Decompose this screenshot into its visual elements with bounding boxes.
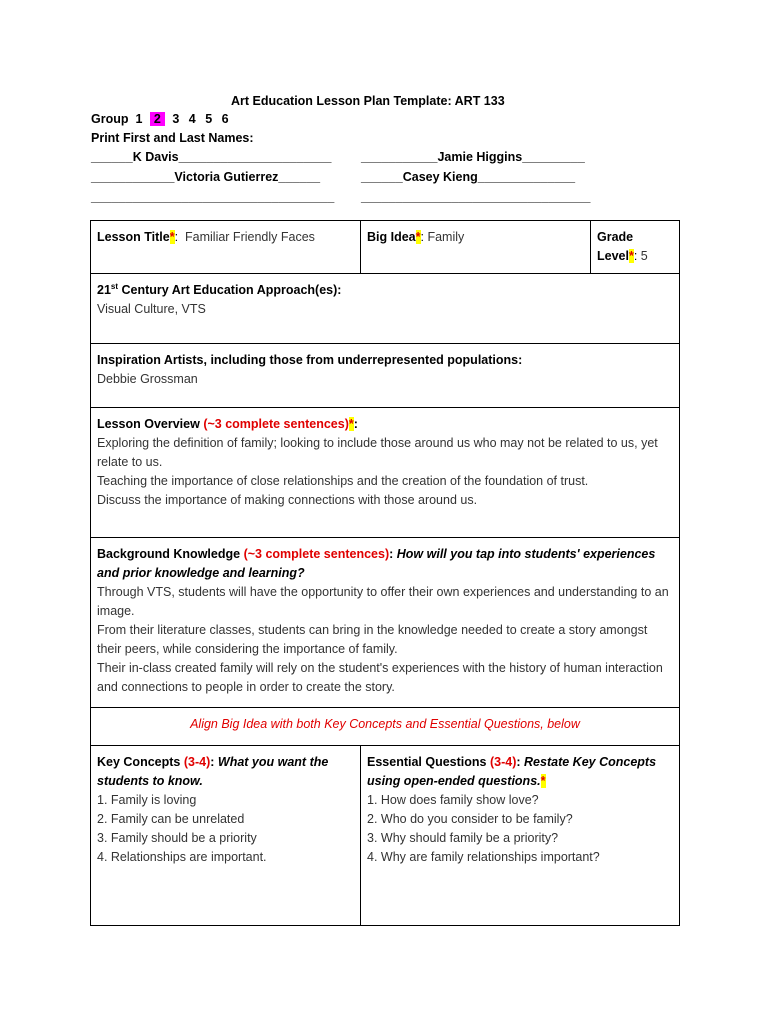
name-line-1: ______K Davis______________________ (91, 150, 332, 164)
overview-cell: Lesson Overview (~3 complete sentences)*: Exploring the definition of family; looking to include those around us who may not be related to us, yet relate to us. Teaching the importance of close relationships and the creation of the foundation of trust. Discuss the importance of making connections with those around us. (91, 408, 680, 538)
name-line-4: ______Casey Kieng______________ (361, 170, 576, 184)
overview-line-3: Discuss the importance of making connections with those around us. (97, 493, 478, 507)
background-line-3: Their in-class created family will rely on the student's experiences with the history of human interaction and connections to people in order to create the story. (97, 661, 663, 694)
key-concept-3: 3. Family should be a priority (97, 831, 257, 845)
approach-label: 21st Century Art Education Approach(es): (97, 281, 342, 297)
inspiration-cell (91, 344, 680, 408)
name-line-6: _________________________________ (361, 190, 591, 204)
group-selector (91, 112, 235, 126)
align-row (91, 708, 680, 746)
group-option-4: 4 (188, 112, 196, 126)
inspiration-value: Debbie Grossman (97, 372, 198, 386)
background-line-2: From their literature classes, students can bring in the knowledge needed to create a story amongst their peers, while considering the importance of family. (97, 623, 648, 656)
lesson-plan-table (90, 220, 680, 926)
overview-line-2: Teaching the importance of close relationships and the creation of the foundation of trust. (97, 474, 589, 488)
background-line-1: Through VTS, students will have the opportunity to offer their own experiences and understanding to an image. (97, 585, 669, 618)
lesson-title-cell: Lesson Title*: Familiar Friendly Faces (91, 221, 361, 274)
grade-level-cell: Grade Level*: 5 (591, 221, 680, 274)
essential-question-2: 2. Who do you consider to be family? (367, 812, 573, 826)
essential-questions-cell: Essential Questions (3-4): Restate Key Concepts using open-ended questions.* 1. How does family show love? 2. Who do you consider to be family? 3. Why should family be a priority? 4. Why are family relationships important? (361, 746, 680, 926)
essential-question-4: 4. Why are family relationships important? (367, 850, 600, 864)
overview-line-1: Exploring the definition of family; looking to include those around us who may not be related to us, yet relate to us. (97, 436, 658, 469)
key-concept-4: 4. Relationships are important. (97, 850, 267, 864)
names-label: Print First and Last Names: (91, 131, 254, 145)
name-line-2: ___________Jamie Higgins_________ (361, 150, 585, 164)
background-question: How will you tap into students' experiences and prior knowledge and learning? (97, 547, 656, 580)
group-label: Group (91, 112, 129, 126)
inspiration-row (91, 344, 680, 408)
approach-row (91, 274, 680, 344)
group-option-5: 5 (205, 112, 213, 126)
background-cell: Background Knowledge (~3 complete sentences): How will you tap into students' experiences and prior knowledge and learning? Through VTS, students will have the opportunity to offer their own experiences and understanding to an image. From their literature classes, students can bring in the knowledge needed to create a story amongst their peers, while considering the importance of family. Their in-class created family will rely on the student's experiences with the history of human interaction and connections to people in order to create the story. (91, 538, 680, 708)
name-line-3: ____________Victoria Gutierrez______ (91, 170, 321, 184)
grade-level-value: 5 (640, 249, 648, 263)
document-title: Art Education Lesson Plan Template: ART 133 (231, 94, 505, 108)
background-row (91, 538, 680, 708)
big-idea-value: Family (427, 230, 465, 244)
inspiration-label: Inspiration Artists, including those from underrepresented populations: (97, 353, 523, 367)
essential-question-3: 3. Why should family be a priority? (367, 831, 559, 845)
align-note: Align Big Idea with both Key Concepts and Essential Questions, below (91, 708, 680, 746)
group-option-6: 6 (221, 112, 229, 126)
approach-value: Visual Culture, VTS (97, 302, 206, 316)
group-option-2-selected: 2 (150, 112, 165, 126)
key-concept-1: 1. Family is loving (97, 793, 197, 807)
big-idea-cell: Big Idea*: Family (361, 221, 591, 274)
name-line-5: ___________________________________ (91, 190, 335, 204)
group-option-1: 1 (135, 112, 143, 126)
title-row (91, 221, 680, 274)
key-concept-2: 2. Family can be unrelated (97, 812, 245, 826)
approach-cell (91, 274, 680, 344)
overview-row (91, 408, 680, 538)
essential-question-1: 1. How does family show love? (367, 793, 539, 807)
key-concepts-cell: Key Concepts (3-4): What you want the students to know. 1. Family is loving 2. Family can be unrelated 3. Family should be a priority 4. Relationships are important. (91, 746, 361, 926)
group-option-3: 3 (172, 112, 180, 126)
lesson-title-value: Familiar Friendly Faces (185, 230, 315, 244)
concepts-row (91, 746, 680, 926)
